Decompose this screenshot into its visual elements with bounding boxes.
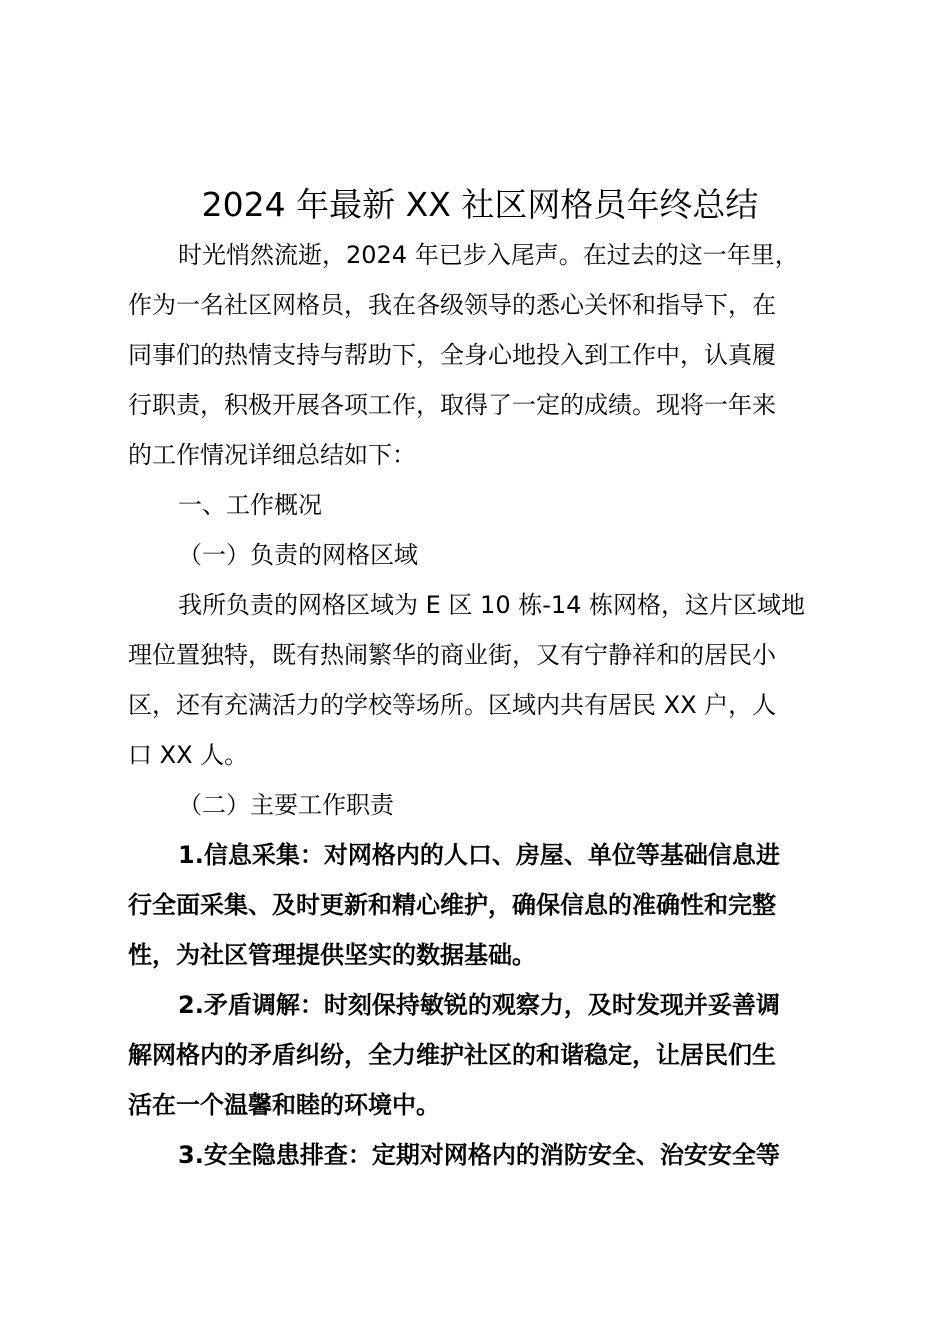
paragraph-line: 时光悄然流逝，2024 年已步入尾声。在过去的这一年里，	[178, 241, 799, 269]
paragraph-line: 同事们的热情支持与帮助下，全身心地投入到工作中，认真履	[128, 341, 776, 369]
paragraph-line: 口 XX 人。	[128, 741, 249, 769]
document-title: 2024 年最新 XX 社区网格员年终总结	[201, 185, 759, 224]
duty-item-line: 解网格内的矛盾纠纷，全力维护社区的和谐稳定，让居民们生	[128, 1041, 776, 1069]
duty-item-line: 性，为社区管理提供坚实的数据基础。	[128, 941, 536, 969]
duty-item-line: 行全面采集、及时更新和精心维护，确保信息的准确性和完整	[128, 891, 776, 919]
duty-item-line: 2.矛盾调解：时刻保持敏锐的观察力，及时发现并妥善调	[178, 991, 780, 1019]
paragraph-line: 我所负责的网格区域为 E 区 10 栋-14 栋网格，这片区域地	[178, 591, 806, 619]
paragraph-line: 区，还有充满活力的学校等场所。区域内共有居民 XX 户，人	[128, 691, 777, 719]
duty-item-line: 活在一个温馨和睦的环境中。	[128, 1091, 440, 1119]
duty-item-line: 3.安全隐患排查：定期对网格内的消防安全、治安安全等	[178, 1141, 780, 1169]
paragraph-line: 的工作情况详细总结如下：	[128, 441, 416, 469]
subsection-heading: （二）主要工作职责	[178, 791, 394, 819]
duty-item-line: 1.信息采集：对网格内的人口、房屋、单位等基础信息进	[178, 841, 780, 869]
paragraph-line: 行职责，积极开展各项工作，取得了一定的成绩。现将一年来	[128, 391, 776, 419]
paragraph-line: 作为一名社区网格员，我在各级领导的悉心关怀和指导下，在	[128, 291, 776, 319]
subsection-heading: （一）负责的网格区域	[178, 541, 418, 569]
section-heading: 一、工作概况	[178, 491, 322, 519]
paragraph-line: 理位置独特，既有热闹繁华的商业街，又有宁静祥和的居民小	[128, 641, 776, 669]
